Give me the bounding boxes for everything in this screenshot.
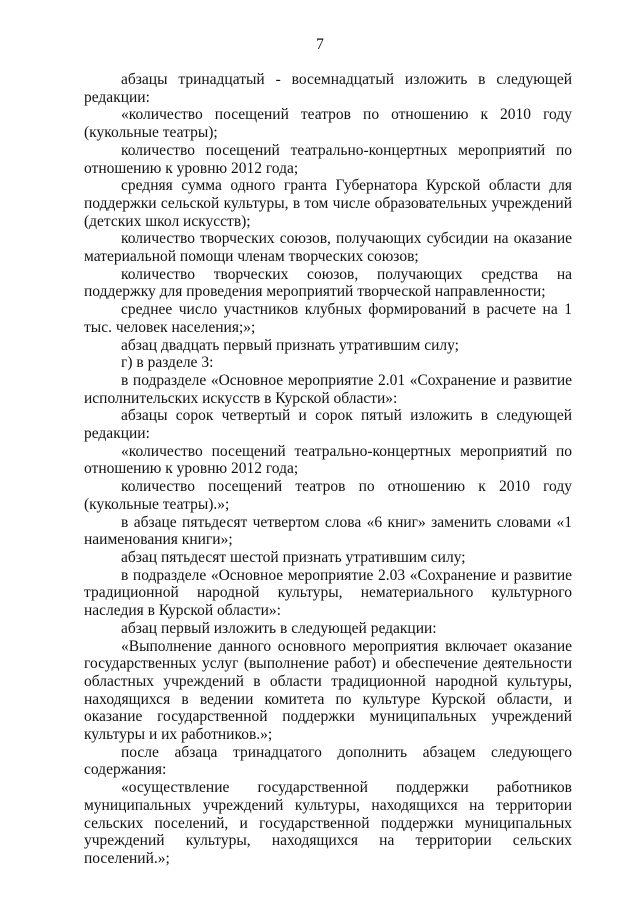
- paragraph: количество творческих союзов, получающих средства на поддержку для проведения мероприятий творческой направленности;: [84, 265, 572, 301]
- paragraph: в подразделе «Основное мероприятие 2.01 «Сохранение и развитие исполнительских искусств в Курской области»:: [84, 371, 572, 407]
- paragraph: абзац двадцать первый признать утратившим силу;: [121, 336, 459, 354]
- paragraph: среднее число участников клубных формирований в расчете на 1 тыс. человек населения;»;: [84, 301, 572, 336]
- paragraph: «количество посещений театрально-концертных мероприятий по отношению к уровню 2012 года;: [84, 442, 572, 478]
- paragraph: после абзаца тринадцатого дополнить абзацем следующего содержания:: [84, 743, 572, 779]
- paragraph: «Выполнение данного основного мероприятия включает оказание государственных услуг (выполнение работ) и обеспечение деятельности областных учреждений в области традиционной народной культуры, находящихся в ведении комитета по культуре Курской области, и оказание государственной поддержки муниципальных учреждений культуры и их работников.»;: [84, 637, 572, 744]
- paragraph: абзацы тринадцатый - восемнадцатый изложить в следующей редакции:: [84, 71, 572, 106]
- paragraph: в подразделе «Основное мероприятие 2.03 «Сохранение и развитие традиционной народной культуры, нематериального культурного наследия в Курской области»:: [84, 566, 572, 620]
- paragraph: абзацы сорок четвертый и сорок пятый изложить в следующей редакции:: [84, 407, 572, 443]
- paragraph: количество посещений театров по отношению к 2010 году (кукольные театры).»;: [84, 478, 572, 513]
- paragraph: количество творческих союзов, получающих субсидии на оказание материальной помощи членам творческих союзов;: [84, 230, 572, 266]
- paragraph: в абзаце пятьдесят четвертом слова «6 книг» заменить словами «1 наименования книги»;: [84, 513, 572, 549]
- page-number: 7: [316, 36, 324, 53]
- paragraph: абзац первый изложить в следующей редакции:: [121, 619, 437, 637]
- paragraph: г) в разделе 3:: [121, 354, 214, 372]
- paragraph: количество посещений театрально-концертных мероприятий по отношению к уровню 2012 года;: [84, 141, 572, 177]
- paragraph: средняя сумма одного гранта Губернатора Курской области для поддержки сельской культуры, в том числе образовательных учреждений (детских школ искусств);: [84, 177, 572, 230]
- paragraph: «осуществление государственной поддержки работников муниципальных учреждений культуры, находящихся на территории сельских поселений, и государственной поддержки муниципальных учреждений культуры, находящихся на территории сельских поселений.»;: [84, 779, 572, 867]
- paragraph: «количество посещений театров по отношению к 2010 году (кукольные театры);: [84, 106, 572, 142]
- paragraph: абзац пятьдесят шестой признать утратившим силу;: [121, 548, 466, 566]
- document-body: [84, 71, 572, 868]
